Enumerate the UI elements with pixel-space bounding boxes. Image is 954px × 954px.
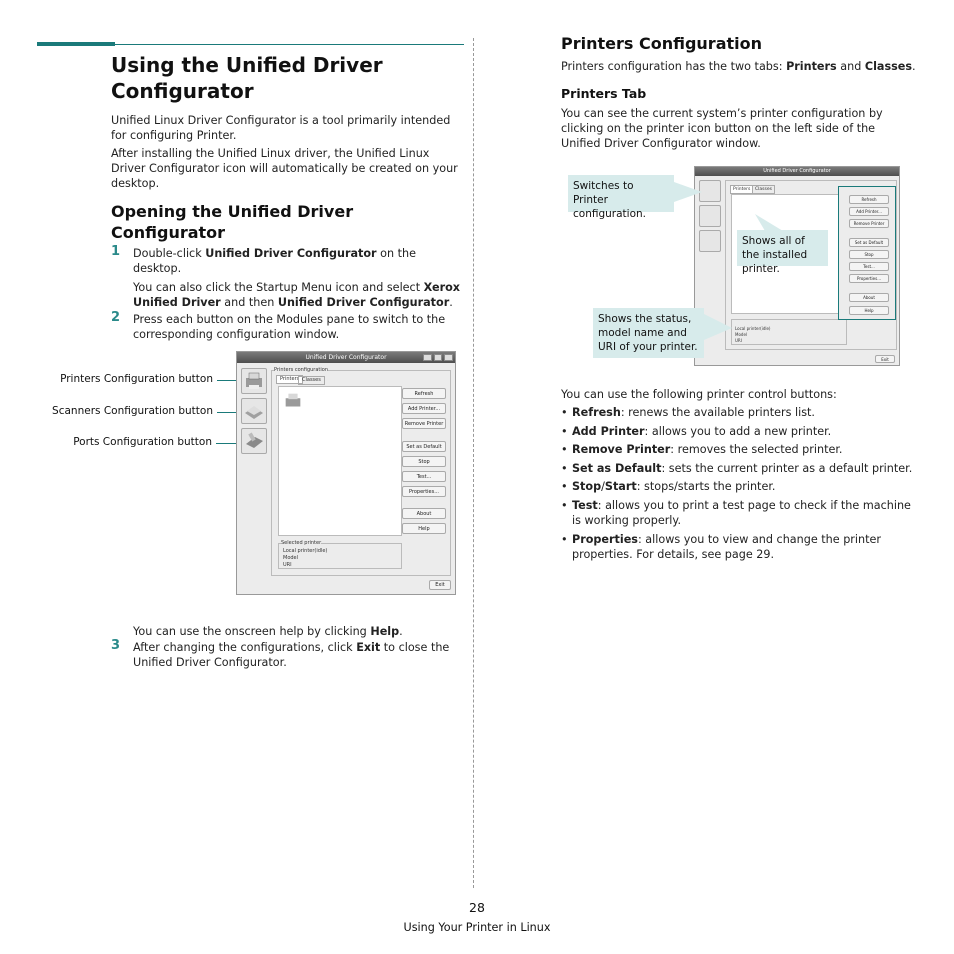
set-default-button[interactable]: Set as Default (849, 238, 889, 247)
printers-tab-text: You can see the current system’s printer configuration by clicking on the printer icon button on the left side of the Unified Driver Configurator window. (561, 107, 883, 150)
controls-intro: You can use the following printer control buttons: (561, 388, 837, 401)
list-item: • Properties: allows you to view and change the printer properties. For details, see page 29. (561, 532, 881, 561)
printers-config-intro: Printers configuration has the two tabs: Printers and Classes. (561, 60, 916, 73)
footer-section: Using Your Printer in Linux (403, 921, 551, 934)
intro-paragraph-2: After installing the Unified Linux driver, the Unified Linux Driver Configurator icon will automatically be created on your desktop. (111, 147, 458, 190)
help-button[interactable]: Help (849, 306, 889, 315)
callout-pointer-2 (755, 214, 785, 232)
list-item: • Add Printer: allows you to add a new printer. (561, 424, 832, 438)
intro-paragraph-1: Unified Linux Driver Configurator is a tool primarily intended for configuring Printer. (111, 114, 451, 142)
printers-config-callout: Printers Configuration button (60, 373, 213, 385)
properties-button[interactable]: Properties... (402, 486, 446, 497)
window-titlebar: Unified Driver Configurator (237, 352, 455, 363)
selected-printer-box (731, 319, 847, 345)
step-2-text: Press each button on the Modules pane to switch to the corresponding configuration window. (133, 313, 446, 341)
tab-printers[interactable]: Printers (730, 185, 753, 194)
printer-icon (282, 390, 304, 412)
selected-uri: URI (283, 562, 292, 568)
callout-installed-printers: Shows all of the installed printer. (737, 230, 828, 266)
controls-list (561, 405, 919, 565)
printers-tab-heading: Printers Tab (561, 86, 647, 101)
step-3-text: After changing the configurations, click Exit to close the Unified Driver Configurator. (133, 641, 450, 669)
remove-printer-button[interactable]: Remove Printer (402, 418, 446, 429)
callout-pointer-3 (704, 312, 734, 342)
list-item: • Set as Default: sets the current printer as a default printer. (561, 461, 913, 475)
scanners-config-callout: Scanners Configuration button (52, 405, 213, 417)
remove-printer-button[interactable]: Remove Printer (849, 219, 889, 228)
header-accent-bar (37, 42, 115, 46)
test-button[interactable]: Test... (849, 262, 889, 271)
about-button[interactable]: About (402, 508, 446, 519)
port-icon (242, 429, 266, 453)
window-controls[interactable] (423, 354, 453, 361)
exit-button[interactable]: Exit (875, 355, 895, 363)
printer-list[interactable] (278, 386, 402, 536)
stop-button[interactable]: Stop (849, 250, 889, 259)
stop-button[interactable]: Stop (402, 456, 446, 467)
callout-switch-printer: Switches to Printer configuration. (568, 175, 674, 212)
list-item: • Test: allows you to print a test page to check if the machine is working properly. (561, 498, 911, 527)
ports-config-callout: Ports Configuration button (73, 436, 212, 448)
printers-module-button[interactable] (241, 368, 267, 394)
tab-classes[interactable]: Classes (298, 376, 325, 385)
refresh-button[interactable]: Refresh (849, 195, 889, 204)
tab-classes[interactable]: Classes (752, 185, 775, 194)
list-item: • Remove Printer: removes the selected printer. (561, 443, 843, 457)
add-printer-button[interactable]: Add Printer... (402, 403, 446, 414)
properties-button[interactable]: Properties... (849, 274, 889, 283)
configurator-window-1 (236, 351, 456, 595)
scanners-module-button[interactable] (241, 398, 267, 424)
step-1-alt-text: You can also click the Startup Menu icon and select Xerox Unified Driver and then Unified Driver Configurator. (133, 281, 460, 309)
scanners-module-button[interactable] (699, 205, 721, 227)
step-number-2: 2 (111, 310, 121, 325)
tab-printers[interactable]: Printers (276, 375, 303, 384)
selected-model: Model (283, 555, 299, 561)
page-number: 28 (469, 900, 485, 915)
help-button[interactable]: Help (402, 523, 446, 534)
refresh-button[interactable]: Refresh (402, 388, 446, 399)
step-number-3: 3 (111, 638, 121, 653)
callout-status: Shows the status, model name and URI of your printer. (593, 308, 704, 358)
group-label: Printers configuration (274, 367, 328, 373)
selected-model: Model (735, 332, 748, 337)
window-titlebar: Unified Driver Configurator (695, 167, 899, 176)
scanner-icon (242, 399, 266, 423)
ports-module-button[interactable] (241, 428, 267, 454)
printer-icon (242, 369, 266, 393)
selected-status: Local printer(idle) (735, 326, 771, 331)
set-default-button[interactable]: Set as Default (402, 441, 446, 452)
printers-config-heading: Printers Configuration (561, 34, 763, 53)
test-button[interactable]: Test... (402, 471, 446, 482)
about-button[interactable]: About (849, 293, 889, 302)
selected-uri: URI (735, 338, 742, 343)
section-heading-opening: Opening the Unified Driver Configurator (111, 202, 354, 242)
selected-printer-label: Selected printer (281, 540, 322, 546)
selected-status: Local printer(idle) (283, 548, 328, 554)
callout-pointer-1 (674, 180, 704, 204)
add-printer-button[interactable]: Add Printer... (849, 207, 889, 216)
exit-button[interactable]: Exit (429, 580, 451, 590)
ports-module-button[interactable] (699, 230, 721, 252)
help-text: You can use the onscreen help by clicking Help. (133, 625, 403, 638)
list-item: • Refresh: renews the available printers list. (561, 406, 815, 419)
selected-printer-box (278, 540, 402, 569)
list-item: • Stop/Start: stops/starts the printer. (561, 480, 776, 494)
printers-config-group (271, 367, 451, 576)
step-number-1: 1 (111, 244, 121, 259)
step-1-text: Double-click Unified Driver Configurator on the desktop. (133, 247, 416, 275)
column-divider (473, 38, 474, 888)
page-title: Using the Unified Driver Configurator (111, 53, 383, 103)
